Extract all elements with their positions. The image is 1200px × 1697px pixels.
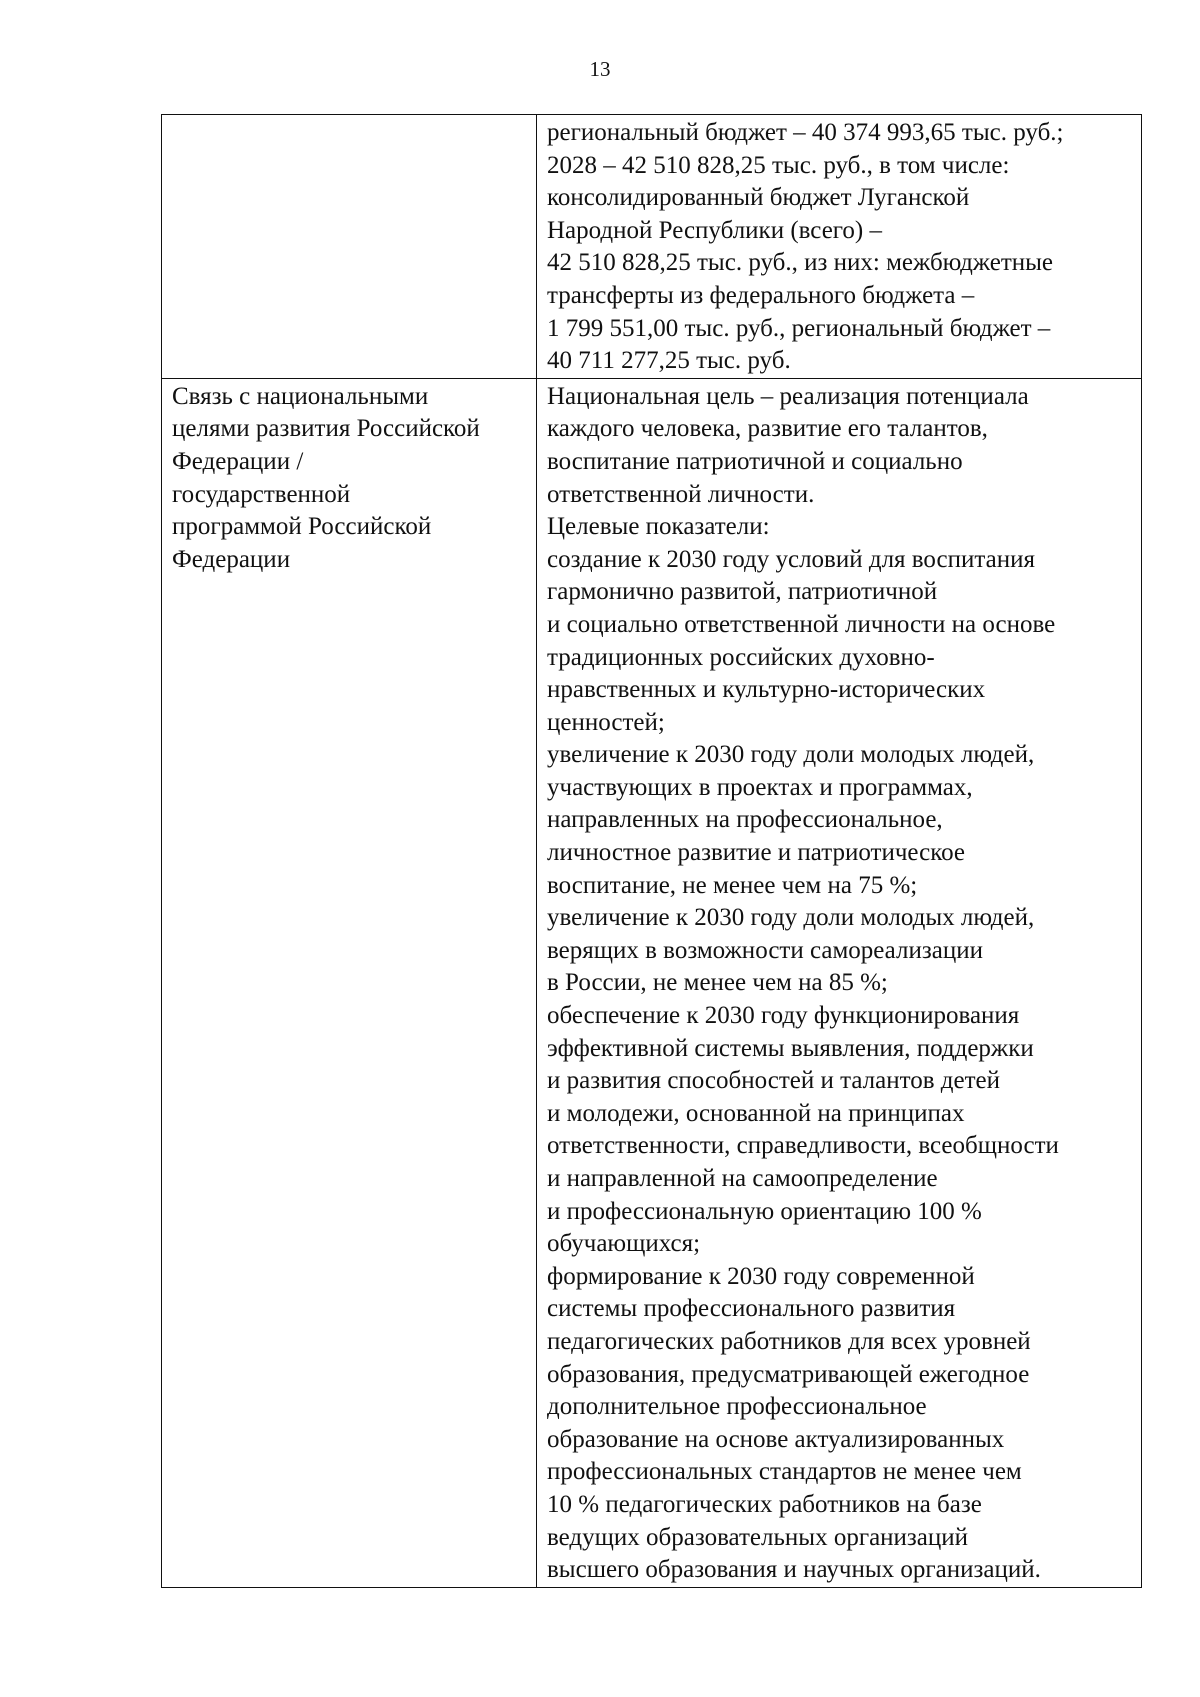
page-number: 13 (589, 57, 611, 81)
content-line: педагогических работников для всех уровней (547, 1327, 1031, 1355)
content-line: консолидированный бюджет Луганской (547, 184, 970, 212)
content-line: Национальная цель – реализация потенциала (547, 382, 1029, 410)
content-line: ответственности, справедливости, всеобщности (547, 1132, 1059, 1160)
label-line: программой Российской (172, 513, 432, 541)
label-line: Федерации / (172, 447, 304, 475)
content-line: 1 799 551,00 тыс. руб., региональный бюджет – (547, 314, 1051, 342)
content-line: направленных на профессиональное, (547, 806, 943, 834)
content-line: и молодежи, основанной на принципах (547, 1099, 965, 1127)
content-line: образования, предусматривающей ежегодное (547, 1360, 1030, 1388)
row-label-cell (162, 115, 537, 379)
document-table (161, 114, 1142, 1588)
content-line: и направленной на самоопределение (547, 1165, 938, 1192)
content-line: эффективной системы выявления, поддержки (547, 1034, 1034, 1062)
content-line: 2028 – 42 510 828,25 тыс. руб., в том числе: (547, 151, 1010, 179)
content-line: и социально ответственной личности на основе (547, 610, 1056, 638)
content-line: профессиональных стандартов не менее чем (547, 1458, 1022, 1486)
content-line: высшего образования и научных организаций. (547, 1556, 1041, 1584)
content-line: региональный бюджет – 40 374 993,65 тыс. руб.; (547, 119, 1064, 146)
content-line: участвующих в проектах и программах, (547, 773, 973, 801)
content-line: и профессиональную ориентацию 100 % (547, 1197, 982, 1225)
label-line: целями развития Российской (172, 415, 480, 443)
content-line: обучающихся; (547, 1230, 701, 1258)
content-line: Целевые показатели: (547, 513, 770, 541)
content-line: воспитание патриотичной и социально (547, 447, 963, 475)
content-line: формирование к 2030 году современной (547, 1262, 975, 1290)
content-line: трансферты из федерального бюджета – (547, 281, 975, 309)
content-line: обеспечение к 2030 году функционирования (547, 1002, 1020, 1030)
label-line: государственной (172, 480, 351, 508)
content-line: 40 711 277,25 тыс. руб. (547, 347, 791, 375)
content-line: Народной Республики (всего) – (547, 216, 883, 244)
content-line: 10 % педагогических работников на базе (547, 1490, 982, 1518)
content-line: ценностей; (547, 708, 665, 736)
content-line: верящих в возможности самореализации (547, 936, 983, 964)
content-line: нравственных и культурно-исторических (547, 676, 986, 704)
content-line: дополнительное профессиональное (547, 1393, 927, 1421)
label-line: Связь с национальными (172, 382, 429, 410)
content-line: и развития способностей и талантов детей (547, 1067, 1000, 1095)
content-line: ответственной личности. (547, 480, 815, 508)
table-body (162, 115, 1142, 1588)
content-line: образование на основе актуализированных (547, 1425, 1005, 1453)
content-line: в России, не менее чем на 85 %; (547, 969, 888, 997)
content-line: личностное развитие и патриотическое (547, 839, 965, 867)
table-row (162, 115, 1142, 379)
table-row (162, 378, 1142, 1587)
content-line: системы профессионального развития (547, 1295, 956, 1323)
content-line: создание к 2030 году условий для воспитания (547, 545, 1035, 573)
content-line: увеличение к 2030 году доли молодых людей, (547, 741, 1035, 769)
row-content-cell (537, 378, 1142, 1587)
content-line: каждого человека, развитие его талантов, (547, 415, 988, 443)
label-line: Федерации (172, 545, 291, 573)
content-line: воспитание, не менее чем на 75 %; (547, 871, 918, 899)
row-content-cell (537, 115, 1142, 379)
content-line: гармонично развитой, патриотичной (547, 578, 938, 606)
content-line: 42 510 828,25 тыс. руб., из них: межбюджетные (547, 249, 1054, 277)
row-label-cell (162, 378, 537, 1587)
content-line: традиционных российских духовно- (547, 643, 935, 671)
content-line: ведущих образовательных организаций (547, 1523, 969, 1551)
content-line: увеличение к 2030 году доли молодых людей, (547, 904, 1035, 932)
